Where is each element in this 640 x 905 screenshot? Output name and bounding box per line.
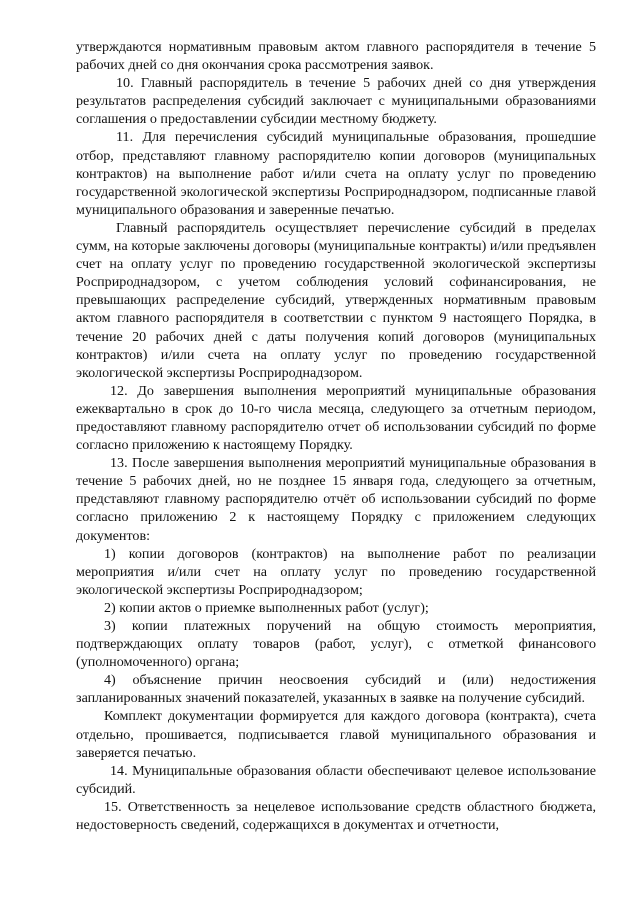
list-item-2: 2) копии актов о приемке выполненных работ (услуг); <box>104 599 429 616</box>
paragraph-document-package: Комплект документации формируется для каждого договора (контракта), счета отдельно, прошивается, подписывается главой муниципального образования и заверяется печатью. <box>76 708 596 761</box>
paragraph-10: 10. Главный распорядитель в течение 5 рабочих дней со дня утверждения результатов распределения субсидий заключает с муниципальными образованиями соглашения о предоставлении субсидии местному бюджету. <box>76 75 596 128</box>
paragraph-15: 15. Ответственность за нецелевое использование средств областного бюджета, недостоверность сведений, содержащихся в документах и отчетности, <box>76 798 596 834</box>
paragraph-11-transfer: Главный распорядитель осуществляет перечисление субсидий в пределах сумм, на которые заключены договоры (муниципальные контракты) и/или предъявлен счет на оплату услуг по проведению государственной экологической экспертизы Росприроднадзором, с учетом соблюдения условий софинансирования, не превышающих распределение субсидий, утвержденных нормативным правовым актом главного распорядителя в соответствии с пунктом 9 настоящего Порядка, в течение 20 рабочих дней с даты получения копий договоров (муниципальных контрактов) и/или счета на оплату услуг по проведению государственной экологической экспертизы Росприроднадзором. <box>76 219 596 381</box>
list-item-3: 3) копии платежных поручений на общую стоимость мероприятия, подтверждающих оплату товаров (работ, услуг), с отметкой финансового (уполномоченного) органа; <box>76 618 596 671</box>
list-item-1: 1) копии договоров (контрактов) на выполнение работ по реализации мероприятия и/или счет на оплату услуг по проведению государственной экологической экспертизы Росприроднадзором; <box>76 545 596 598</box>
list-item-4: 4) объяснение причин неосвоения субсидий и (или) недостижения запланированных значений показателей, указанных в заявке на получение субсидий. <box>76 672 596 707</box>
paragraph-12: 12. До завершения выполнения мероприятий муниципальные образования ежеквартально в срок до 10-го числа месяца, следующего за отчетным периодом, предоставляют главному распорядителю отчет об использовании субсидий по форме согласно приложению к настоящему Порядку. <box>76 382 596 454</box>
paragraph-14: 14. Муниципальные образования области обеспечивают целевое использование субсидий. <box>76 762 596 797</box>
paragraph-continuation: утверждаются нормативным правовым актом главного распорядителя в течение 5 рабочих дней со дня окончания срока рассмотрения заявок. <box>76 39 596 74</box>
paragraph-11: 11. Для перечисления субсидий муниципальные образования, прошедшие отбор, представляют главному распорядителю копии договоров (муниципальных контрактов) на выполнение работ и/или счета на оплату услуг по проведению государственной экологической экспертизы Росприроднадзором, подписанные главой муниципального образования и заверенные печатью. <box>76 129 596 218</box>
document-body <box>76 38 596 834</box>
paragraph-13: 13. После завершения выполнения мероприятий муниципальные образования в течение 5 рабочих дней, но не позднее 15 января года, следующего за отчетным, представляют главному распорядителю отчёт об использовании субсидий по форме согласно приложению 2 к настоящему Порядку с приложением следующих документов: <box>76 455 596 544</box>
